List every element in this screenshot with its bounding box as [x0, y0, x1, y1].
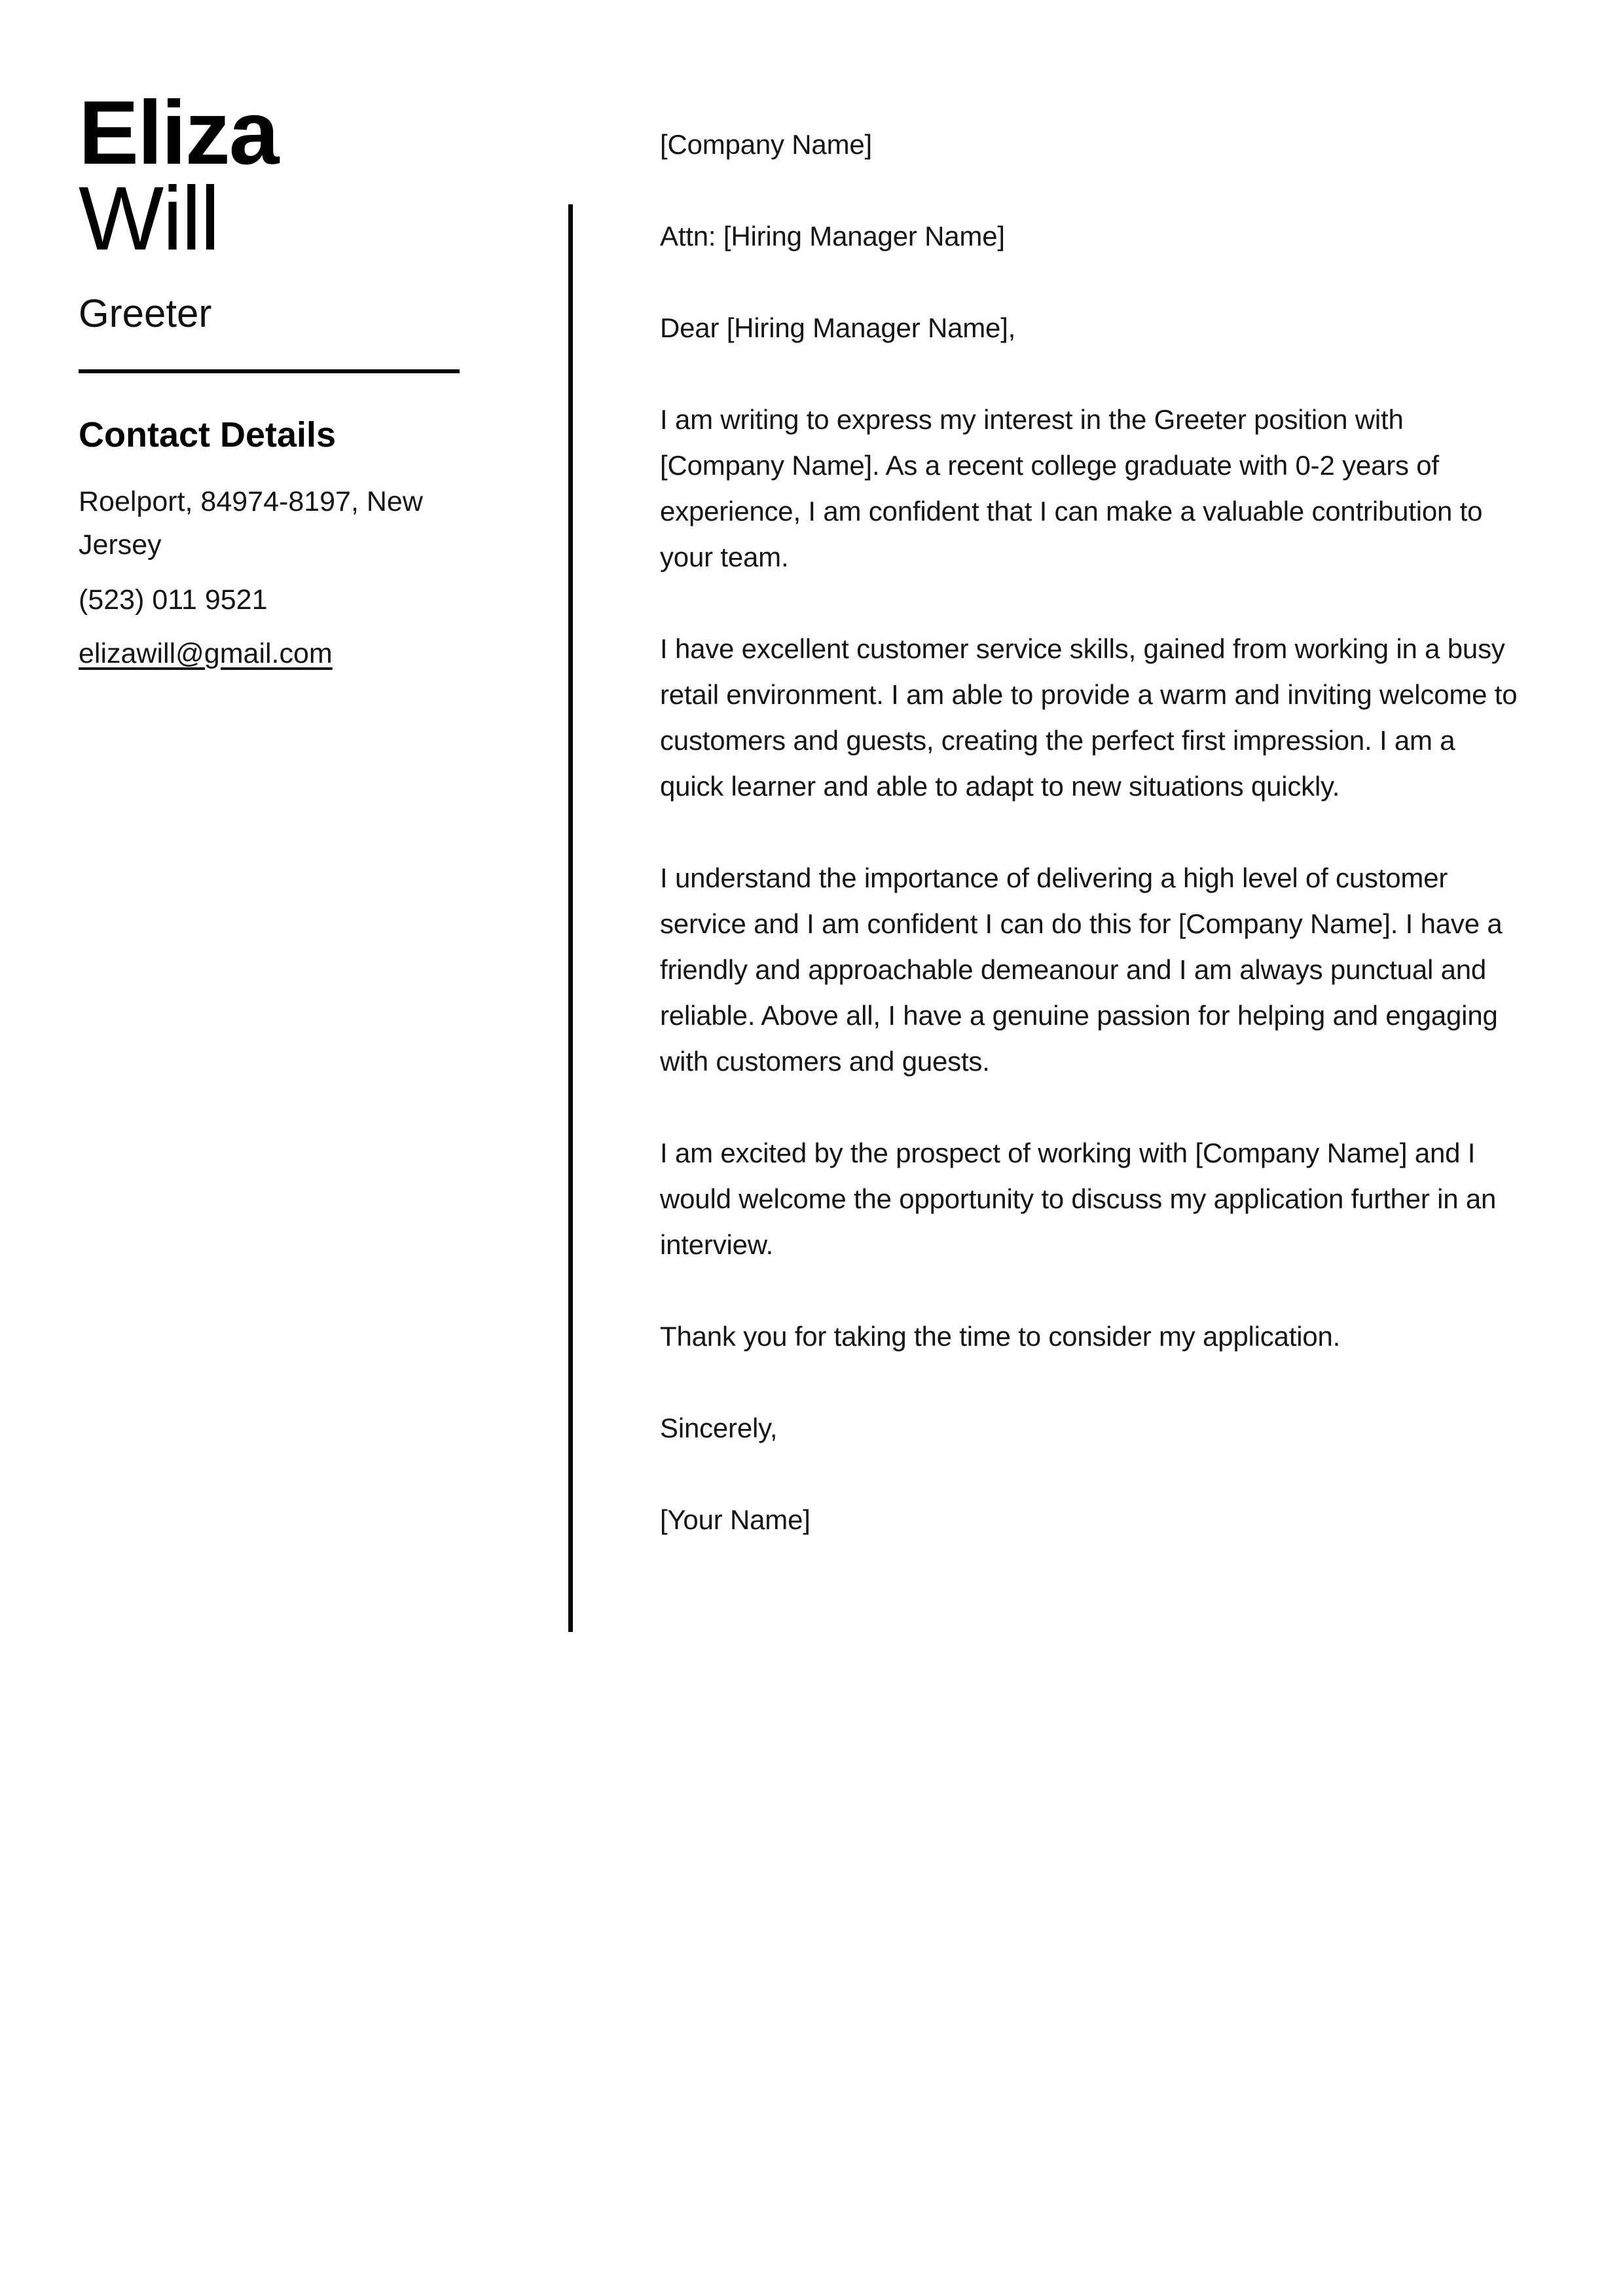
- letter-body: [660, 122, 1524, 1589]
- letter-paragraph: I am writing to express my interest in the Greeter position with [Company Name]. As a recent college graduate with 0-2 years of experience, I am confident that I can make a valuable contribution to your team.: [660, 404, 1483, 572]
- vertical-divider: [568, 204, 573, 1632]
- phone-text: (523) 011 9521: [79, 583, 268, 616]
- letter-paragraph: I am excited by the prospect of working with [Company Name] and I would welcome the opportunity to discuss my application further in an interview.: [660, 1138, 1497, 1260]
- last-name: Will: [79, 168, 219, 270]
- candidate-name: [79, 83, 460, 270]
- salutation: Dear [Hiring Manager Name],: [660, 312, 1016, 343]
- letter-paragraph: I have excellent customer service skills, gained from working in a busy retail environment. I am able to provide a warm and inviting welcome to customers and guests, creating the perfect first impression. I am a quick learner and able to adapt to new situations quickly.: [660, 633, 1518, 802]
- closing-line: Sincerely,: [660, 1413, 778, 1443]
- attn-line: Attn: [Hiring Manager Name]: [660, 221, 1005, 251]
- first-name: Eliza: [79, 83, 278, 183]
- letter-paragraph: Thank you for taking the time to consider my application.: [660, 1321, 1341, 1352]
- sidebar: [79, 83, 460, 675]
- contact-details-heading: Contact Details: [79, 415, 337, 455]
- signature-line: [Your Name]: [660, 1504, 811, 1535]
- job-title: Greeter: [79, 291, 212, 336]
- company-name-line: [Company Name]: [660, 129, 872, 160]
- letter-paragraph: I understand the importance of delivering a high level of customer service and I am confident I can do this for [Company Name]. I have a friendly and approachable demeanour and I am always punctual and reliable. Above all, I have a genuine passion for helping and engaging with customers and guests.: [660, 862, 1503, 1077]
- address-text: Roelport, 84974-8197, New Jersey: [79, 485, 423, 561]
- email-link[interactable]: elizawill@gmail.com: [79, 637, 333, 669]
- sidebar-horizontal-divider: [79, 369, 460, 373]
